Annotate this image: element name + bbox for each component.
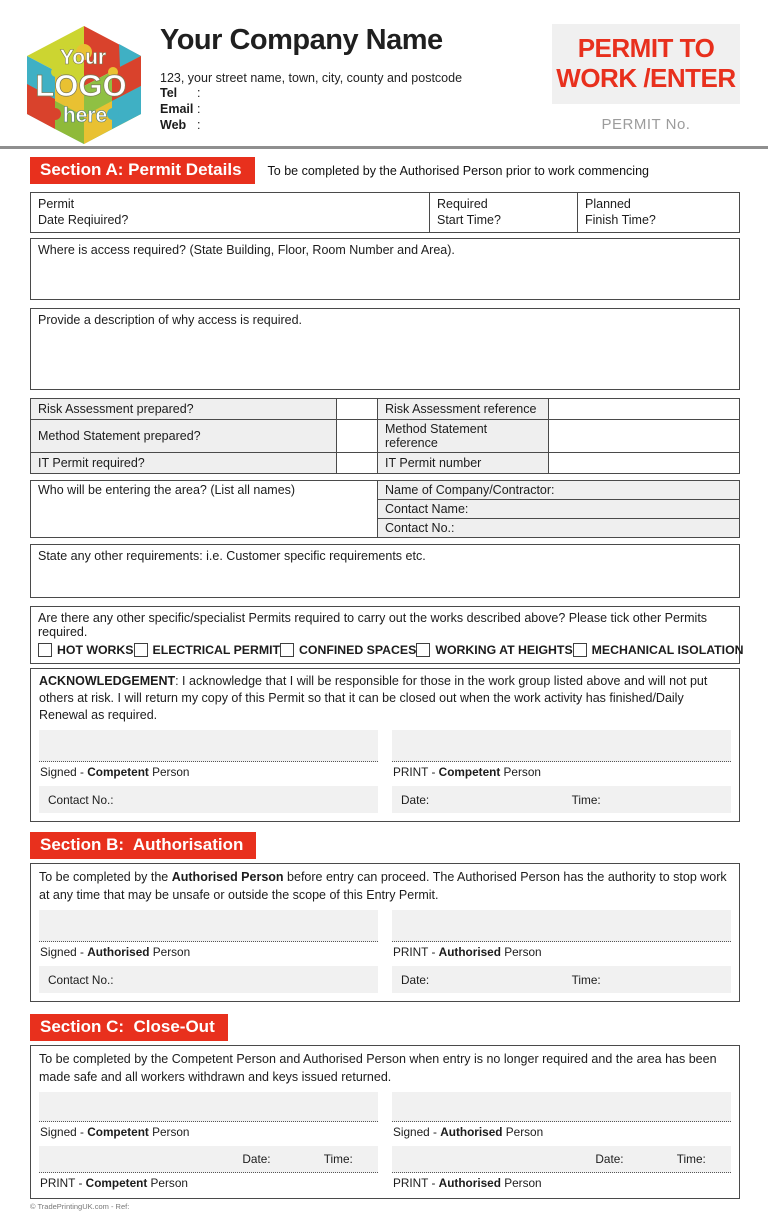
confined-spaces-checkbox[interactable] bbox=[280, 643, 294, 657]
company-contractor-label: Name of Company/Contractor: bbox=[385, 482, 555, 497]
closeout-print-authorised-label: PRINT - Authorised Person bbox=[393, 1176, 542, 1191]
where-access-required-field[interactable] bbox=[30, 238, 740, 300]
competent-contact-no-field[interactable] bbox=[39, 786, 378, 813]
closeout-authorised-date-time-field[interactable] bbox=[392, 1146, 731, 1173]
signed-authorised-label: Signed - Authorised Person bbox=[40, 945, 191, 960]
planned-finish-time-field[interactable] bbox=[578, 192, 740, 233]
company-name: Your Company Name bbox=[160, 24, 443, 56]
section-b-signature-grid bbox=[39, 910, 731, 993]
logo-text-your: Your bbox=[59, 46, 107, 69]
acknowledgement-box bbox=[30, 668, 740, 823]
mechanical-isolation-label: MECHANICAL ISOLATION bbox=[591, 642, 744, 657]
section-c-title: Section C: Close-Out bbox=[30, 1014, 228, 1041]
contact-no-label: Contact No.: bbox=[385, 520, 455, 535]
section-b-title: Section B: Authorisation bbox=[30, 832, 256, 859]
authorised-date-time-field[interactable] bbox=[392, 966, 731, 993]
section-a-header-row bbox=[30, 157, 740, 184]
start-label-line1: Required bbox=[437, 197, 488, 211]
section-b-intro: To be completed by the Authorised Person before entry can proceed. The Authorised Person has the authority to stop work at any time that may be unsafe or outside the scope of this Entry Permit. bbox=[39, 870, 727, 902]
working-at-heights-checkbox[interactable] bbox=[416, 643, 430, 657]
section-c-signature-grid bbox=[39, 1092, 731, 1190]
start-label-line2: Start Time? bbox=[437, 213, 501, 228]
risk-assessment-table bbox=[30, 398, 740, 474]
other-requirements-field[interactable] bbox=[30, 544, 740, 598]
permit-label-line2: Date Reqiuired? bbox=[38, 213, 129, 228]
email-label: Email bbox=[160, 102, 194, 116]
logo-text-logo: LOGO bbox=[35, 68, 127, 103]
it-permit-required-field[interactable] bbox=[337, 452, 378, 473]
web-colon: : bbox=[197, 118, 201, 132]
authorised-contact-no-field[interactable] bbox=[39, 966, 378, 993]
mechanical-isolation-checkbox[interactable] bbox=[573, 643, 587, 657]
section-c-intro: To be completed by the Competent Person and Authorised Person when entry is no longer required and the area has been made safe and all workers withdrawn and keys issued returned. bbox=[39, 1052, 717, 1084]
contact-name-field[interactable] bbox=[378, 499, 740, 518]
risk-assessment-reference-field[interactable] bbox=[549, 398, 740, 419]
method-statement-reference-field[interactable] bbox=[549, 419, 740, 452]
header-divider bbox=[0, 146, 768, 149]
electrical-permit-label: ELECTRICAL PERMIT bbox=[152, 642, 281, 657]
tel-line bbox=[160, 86, 540, 101]
who-entering-table bbox=[30, 480, 740, 538]
it-permit-required-label: IT Permit required? bbox=[31, 452, 337, 473]
web-line bbox=[160, 118, 540, 133]
print-authorised-column bbox=[392, 910, 731, 993]
signed-authorised-signature-field[interactable] bbox=[39, 910, 378, 942]
acknowledgement-body: : I acknowledge that I will be responsible for those in the work group listed above and will not put others at risk. I will return my copy of this Permit so that it can be closed out when the work activity has finished/Daily Renewal as required. bbox=[39, 673, 708, 722]
competent-contact-no-label: Contact No.: bbox=[48, 792, 114, 807]
closeout-competent-column bbox=[39, 1092, 378, 1190]
signed-authorised-column bbox=[39, 910, 378, 993]
permit-option-electrical bbox=[134, 643, 281, 657]
section-a-subtitle: To be completed by the Authorised Person prior to work commencing bbox=[267, 163, 649, 178]
permit-option-confined-spaces bbox=[280, 643, 416, 657]
email-line bbox=[160, 102, 540, 117]
table-row bbox=[31, 452, 740, 473]
contact-name-label: Contact Name: bbox=[385, 501, 469, 516]
other-requirements-label: State any other requirements: i.e. Customer specific requirements etc. bbox=[38, 548, 426, 563]
section-c-header-row bbox=[30, 1014, 740, 1041]
section-c-box bbox=[30, 1045, 740, 1199]
closeout-competent-time-label: Time: bbox=[323, 1152, 353, 1167]
banner-line-1: PERMIT TO bbox=[577, 33, 715, 64]
print-competent-name-field[interactable] bbox=[392, 730, 731, 762]
signed-competent-label: Signed - Competent Person bbox=[40, 765, 190, 780]
table-row bbox=[31, 419, 740, 452]
permit-date-row bbox=[30, 192, 740, 233]
where-access-label: Where is access required? (State Building, Floor, Room Number and Area). bbox=[38, 242, 455, 257]
section-b-header-row bbox=[30, 832, 740, 859]
contact-no-field[interactable] bbox=[378, 518, 740, 537]
competent-date-time-field[interactable] bbox=[392, 786, 731, 813]
logo-text-here: here bbox=[62, 104, 108, 127]
competent-date-label: Date: bbox=[401, 792, 430, 807]
electrical-permit-checkbox[interactable] bbox=[134, 643, 148, 657]
closeout-competent-date-time-field[interactable] bbox=[39, 1146, 378, 1173]
section-a-signature-grid bbox=[39, 730, 731, 813]
print-competent-column bbox=[392, 730, 731, 813]
closeout-signed-competent-field[interactable] bbox=[39, 1092, 378, 1122]
access-description-label: Provide a description of why access is required. bbox=[38, 312, 303, 327]
section-a-title: Section A: Permit Details bbox=[30, 157, 255, 184]
acknowledgement-bold: ACKNOWLEDGEMENT bbox=[39, 673, 176, 688]
access-description-field[interactable] bbox=[30, 308, 740, 390]
permit-checkbox-row bbox=[38, 642, 744, 657]
tel-colon: : bbox=[197, 86, 201, 100]
company-block bbox=[160, 24, 540, 133]
permit-option-mechanical-isolation bbox=[573, 643, 744, 657]
header bbox=[30, 0, 740, 148]
company-contractor-field[interactable] bbox=[378, 480, 740, 499]
permit-option-hot-works bbox=[38, 643, 134, 657]
closeout-signed-authorised-label: Signed - Authorised Person bbox=[393, 1125, 544, 1140]
it-permit-number-label: IT Permit number bbox=[378, 452, 549, 473]
closeout-authorised-time-label: Time: bbox=[676, 1152, 706, 1167]
permit-to-work-banner bbox=[552, 24, 740, 104]
permit-label-line1: Permit bbox=[38, 197, 75, 211]
method-statement-prepared-field[interactable] bbox=[337, 419, 378, 452]
closeout-signed-competent-label: Signed - Competent Person bbox=[40, 1125, 190, 1140]
acknowledgement-text bbox=[39, 673, 731, 725]
print-authorised-label: PRINT - Authorised Person bbox=[393, 945, 542, 960]
required-start-time-field[interactable] bbox=[430, 192, 578, 233]
who-entering-label: Who will be entering the area? (List all names) bbox=[38, 482, 296, 497]
risk-assessment-reference-label: Risk Assessment reference bbox=[378, 398, 549, 419]
web-label: Web bbox=[160, 118, 187, 132]
who-entering-field[interactable] bbox=[31, 480, 378, 537]
permit-no-label: PERMIT No. bbox=[601, 116, 691, 133]
print-authorised-name-field[interactable] bbox=[392, 910, 731, 942]
section-b-box bbox=[30, 863, 740, 1002]
signed-competent-signature-field[interactable] bbox=[39, 730, 378, 762]
competent-time-label: Time: bbox=[571, 792, 601, 807]
it-permit-number-field[interactable] bbox=[549, 452, 740, 473]
company-logo-puzzle-cube-icon bbox=[16, 22, 152, 146]
company-address: 123, your street name, town, city, county and postcode bbox=[160, 71, 463, 85]
closeout-authorised-date-label: Date: bbox=[595, 1152, 624, 1167]
closeout-authorised-column bbox=[392, 1092, 731, 1190]
hot-works-label: HOT WORKS bbox=[57, 642, 134, 657]
method-statement-reference-label: Method Statement reference bbox=[378, 419, 549, 452]
specialist-permits-box bbox=[30, 606, 744, 664]
closeout-print-competent-label: PRINT - Competent Person bbox=[40, 1176, 188, 1191]
table-row bbox=[31, 398, 740, 419]
specialist-permits-question: Are there any other specific/specialist Permits required to carry out the works described above? Please tick other Permits required. bbox=[38, 610, 708, 639]
banner-line-2: WORK /ENTER bbox=[556, 63, 736, 93]
email-colon: : bbox=[197, 102, 201, 116]
table-row bbox=[31, 480, 740, 499]
closeout-competent-date-label: Date: bbox=[242, 1152, 271, 1167]
tel-label: Tel bbox=[160, 86, 178, 100]
authorised-contact-no-label: Contact No.: bbox=[48, 972, 114, 987]
closeout-signed-authorised-field[interactable] bbox=[392, 1092, 731, 1122]
permit-option-working-at-heights bbox=[416, 643, 572, 657]
printer-credit: © TradePrintingUK.com - Ref: bbox=[30, 1202, 130, 1211]
risk-assessment-prepared-label: Risk Assessment prepared? bbox=[31, 398, 337, 419]
authorised-date-label: Date: bbox=[401, 972, 430, 987]
authorised-time-label: Time: bbox=[571, 972, 601, 987]
print-competent-label: PRINT - Competent Person bbox=[393, 765, 541, 780]
finish-label-line2: Finish Time? bbox=[585, 213, 656, 228]
permit-date-required-field[interactable] bbox=[30, 192, 430, 233]
signed-competent-column bbox=[39, 730, 378, 813]
working-at-heights-label: WORKING AT HEIGHTS bbox=[435, 642, 573, 657]
hot-works-checkbox[interactable] bbox=[38, 643, 52, 657]
finish-label-line1: Planned bbox=[585, 197, 631, 211]
risk-assessment-prepared-field[interactable] bbox=[337, 398, 378, 419]
confined-spaces-label: CONFINED SPACES bbox=[299, 642, 417, 657]
method-statement-prepared-label: Method Statement prepared? bbox=[31, 419, 337, 452]
